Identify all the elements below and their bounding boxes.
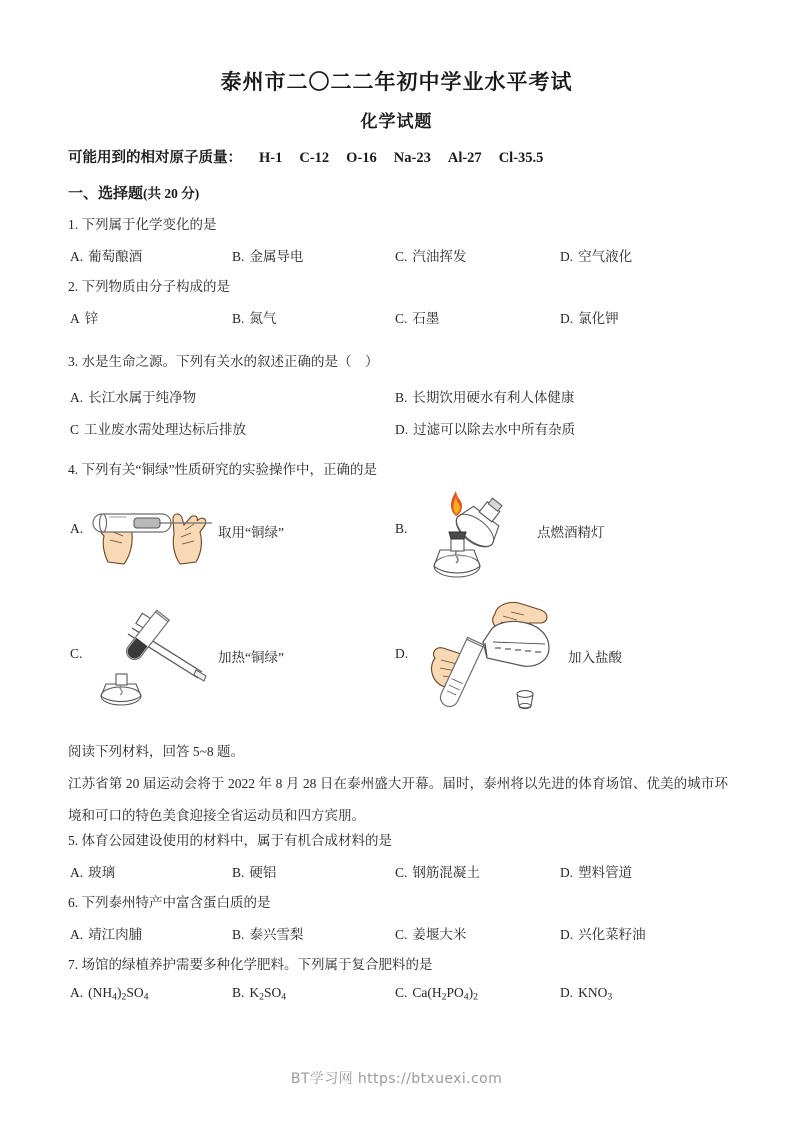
option-label: C.	[395, 249, 408, 264]
question-5-text: 体育公园建设使用的材料中，属于有机合成材料的是	[81, 833, 392, 848]
site-watermark: BT学习网 https://btxuexi.com	[290, 1071, 503, 1087]
atomic-mass-c: C-12	[299, 150, 330, 166]
option-label: A.	[70, 865, 84, 880]
option-text: 兴化菜籽油	[578, 927, 646, 942]
question-5-option-c[interactable]	[395, 861, 480, 881]
question-3-text: 水是生命之源。下列有关水的叙述正确的是（ ）	[81, 354, 379, 369]
section-heading-points: (共 20 分)	[143, 186, 200, 201]
atomic-mass-line	[68, 146, 543, 167]
option-label: D.	[395, 422, 409, 437]
question-3-option-b[interactable]	[395, 386, 574, 406]
option-label: C.	[395, 927, 408, 942]
option-label: D.	[560, 249, 574, 264]
option-text: 氮气	[249, 311, 277, 326]
question-2-number: 2.	[68, 279, 79, 294]
option-text: 金属导电	[249, 249, 304, 264]
pouring-reagent-into-test-tube-icon	[425, 596, 570, 721]
option-text: 玻璃	[88, 865, 116, 880]
question-6-text: 下列泰州特产中富含蛋白质的是	[81, 895, 271, 910]
option-text: 长期饮用硬水有利人体健康	[412, 390, 575, 405]
option-label: B.	[232, 249, 245, 264]
question-2-option-c[interactable]	[395, 307, 439, 327]
option-text: 氯化钾	[578, 311, 619, 326]
question-6-option-b[interactable]	[232, 923, 303, 943]
option-label: A	[70, 311, 80, 326]
question-2-text: 下列物质由分子构成的是	[81, 279, 230, 294]
option-label: B.	[232, 985, 245, 1000]
atomic-mass-label: 可能用到的相对原子质量：	[68, 150, 242, 166]
question-4-text: 下列有关“铜绿”性质研究的实验操作中，正确的是	[81, 462, 377, 477]
option-text: 硬铝	[249, 865, 277, 880]
option-text: 塑料管道	[578, 865, 633, 880]
option-label: D.	[560, 865, 574, 880]
question-2-option-d[interactable]	[560, 307, 619, 327]
question-7-text: 场馆的绿植养护需要多种化学肥料。下列属于复合肥料的是	[81, 957, 433, 972]
question-4-option-b-caption: 点燃酒精灯	[537, 525, 605, 540]
question-4-option-d-label[interactable]: D.	[395, 646, 409, 661]
option-label: C	[70, 422, 80, 437]
option-text: 钢筋混凝土	[412, 865, 480, 880]
question-2-option-b[interactable]	[232, 307, 276, 327]
question-2-stem	[68, 275, 230, 295]
question-4-option-c-caption: 加热“铜绿”	[218, 650, 284, 665]
question-7-number: 7.	[68, 957, 79, 972]
question-6-number: 6.	[68, 895, 79, 910]
question-7-option-c[interactable]	[395, 985, 478, 1002]
question-4-option-c-label[interactable]: C.	[70, 646, 83, 661]
page-title: 泰州市二〇二二年初中学业水平考试	[220, 70, 573, 94]
option-label: A.	[70, 249, 84, 264]
question-7-option-a[interactable]	[70, 985, 148, 1002]
question-1-text: 下列属于化学变化的是	[81, 217, 217, 232]
question-7-option-d[interactable]	[560, 985, 612, 1002]
question-3-stem	[68, 350, 379, 370]
section-heading	[68, 182, 199, 203]
option-label: C.	[395, 985, 408, 1000]
option-label: B.	[395, 390, 408, 405]
option-label: B.	[232, 927, 245, 942]
option-label: B.	[232, 311, 245, 326]
atomic-mass-h: H-1	[259, 150, 283, 166]
question-2-option-a[interactable]	[70, 307, 98, 327]
option-formula: $(NH_4)_2SO_4$	[88, 985, 149, 1003]
option-label: C.	[395, 311, 408, 326]
option-formula: $Ca(H_2PO_4)_2$	[412, 985, 478, 1003]
option-label: A.	[70, 927, 84, 942]
option-formula: $KNO_3$	[578, 985, 613, 1003]
question-1-option-a[interactable]	[70, 245, 142, 265]
question-4-option-d-caption: 加入盐酸	[568, 650, 622, 665]
option-text: 工业废水需处理达标后排放	[84, 422, 247, 437]
option-label: A.	[70, 985, 84, 1000]
option-text: 汽油挥发	[412, 249, 467, 264]
question-3-option-c[interactable]	[70, 418, 246, 438]
question-3-number: 3.	[68, 354, 79, 369]
question-4-stem	[68, 458, 377, 478]
question-1-number: 1.	[68, 217, 79, 232]
option-label: B.	[232, 865, 245, 880]
question-1-stem	[68, 213, 217, 233]
lighting-alcohol-lamp-with-another-lamp-icon	[418, 488, 528, 588]
question-5-number: 5.	[68, 833, 79, 848]
option-text: 长江水属于纯净物	[88, 390, 197, 405]
option-label: D.	[560, 985, 574, 1000]
option-label: D.	[560, 927, 574, 942]
option-text: 姜堰大米	[412, 927, 467, 942]
question-4-number: 4.	[68, 462, 79, 477]
question-6-option-a[interactable]	[70, 923, 142, 943]
question-6-option-d[interactable]	[560, 923, 646, 943]
question-6-option-c[interactable]	[395, 923, 466, 943]
question-4-option-b-label[interactable]: B.	[395, 521, 408, 536]
question-5-option-a[interactable]	[70, 861, 115, 881]
option-formula: $K_2SO_4$	[249, 985, 287, 1003]
atomic-mass-al: Al-27	[447, 150, 482, 166]
question-7-stem	[68, 953, 433, 973]
atomic-mass-o: O-16	[346, 150, 377, 166]
question-1-option-d[interactable]	[560, 245, 632, 265]
option-text: 葡萄酿酒	[88, 249, 143, 264]
reading-passage: 江苏省第 20 届运动会将于 2022 年 8 月 28 日在泰州盛大开幕。届时，泰州将以先进的体育场馆、优美的城市环境和可口的特色美食迎接全省运动员和四方宾朋。	[68, 776, 728, 823]
option-text: 过滤可以除去水中所有杂质	[413, 422, 576, 437]
reading-instruction: 阅读下列材料，回答 5~8 题。	[68, 744, 245, 759]
question-4-option-a-label[interactable]: A.	[70, 521, 84, 536]
option-label: C.	[395, 865, 408, 880]
question-5-option-d[interactable]	[560, 861, 632, 881]
option-text: 锌	[84, 311, 99, 326]
option-text: 石墨	[412, 311, 440, 326]
option-text: 泰兴雪梨	[249, 927, 304, 942]
page-subtitle: 化学试题	[360, 112, 433, 131]
heating-test-tube-with-tongs-over-lamp-icon	[98, 602, 218, 712]
hands-holding-test-tube-with-spatula-icon	[86, 492, 226, 577]
question-1-option-c[interactable]	[395, 245, 466, 265]
question-3-option-d[interactable]	[395, 418, 575, 438]
question-1-option-b[interactable]	[232, 245, 303, 265]
question-6-stem	[68, 891, 271, 911]
question-4-option-a-caption: 取用“铜绿”	[218, 525, 284, 540]
option-text: 空气液化	[578, 249, 633, 264]
section-heading-main: 一、选择题	[68, 186, 144, 202]
question-5-option-b[interactable]	[232, 861, 276, 881]
atomic-mass-na: Na-23	[393, 150, 431, 166]
option-text: 靖江肉脯	[88, 927, 143, 942]
option-label: D.	[560, 311, 574, 326]
option-label: A.	[70, 390, 84, 405]
atomic-mass-cl: Cl-35.5	[498, 150, 544, 166]
question-3-option-a[interactable]	[70, 386, 196, 406]
question-5-stem	[68, 829, 392, 849]
question-7-option-b[interactable]	[232, 985, 286, 1002]
